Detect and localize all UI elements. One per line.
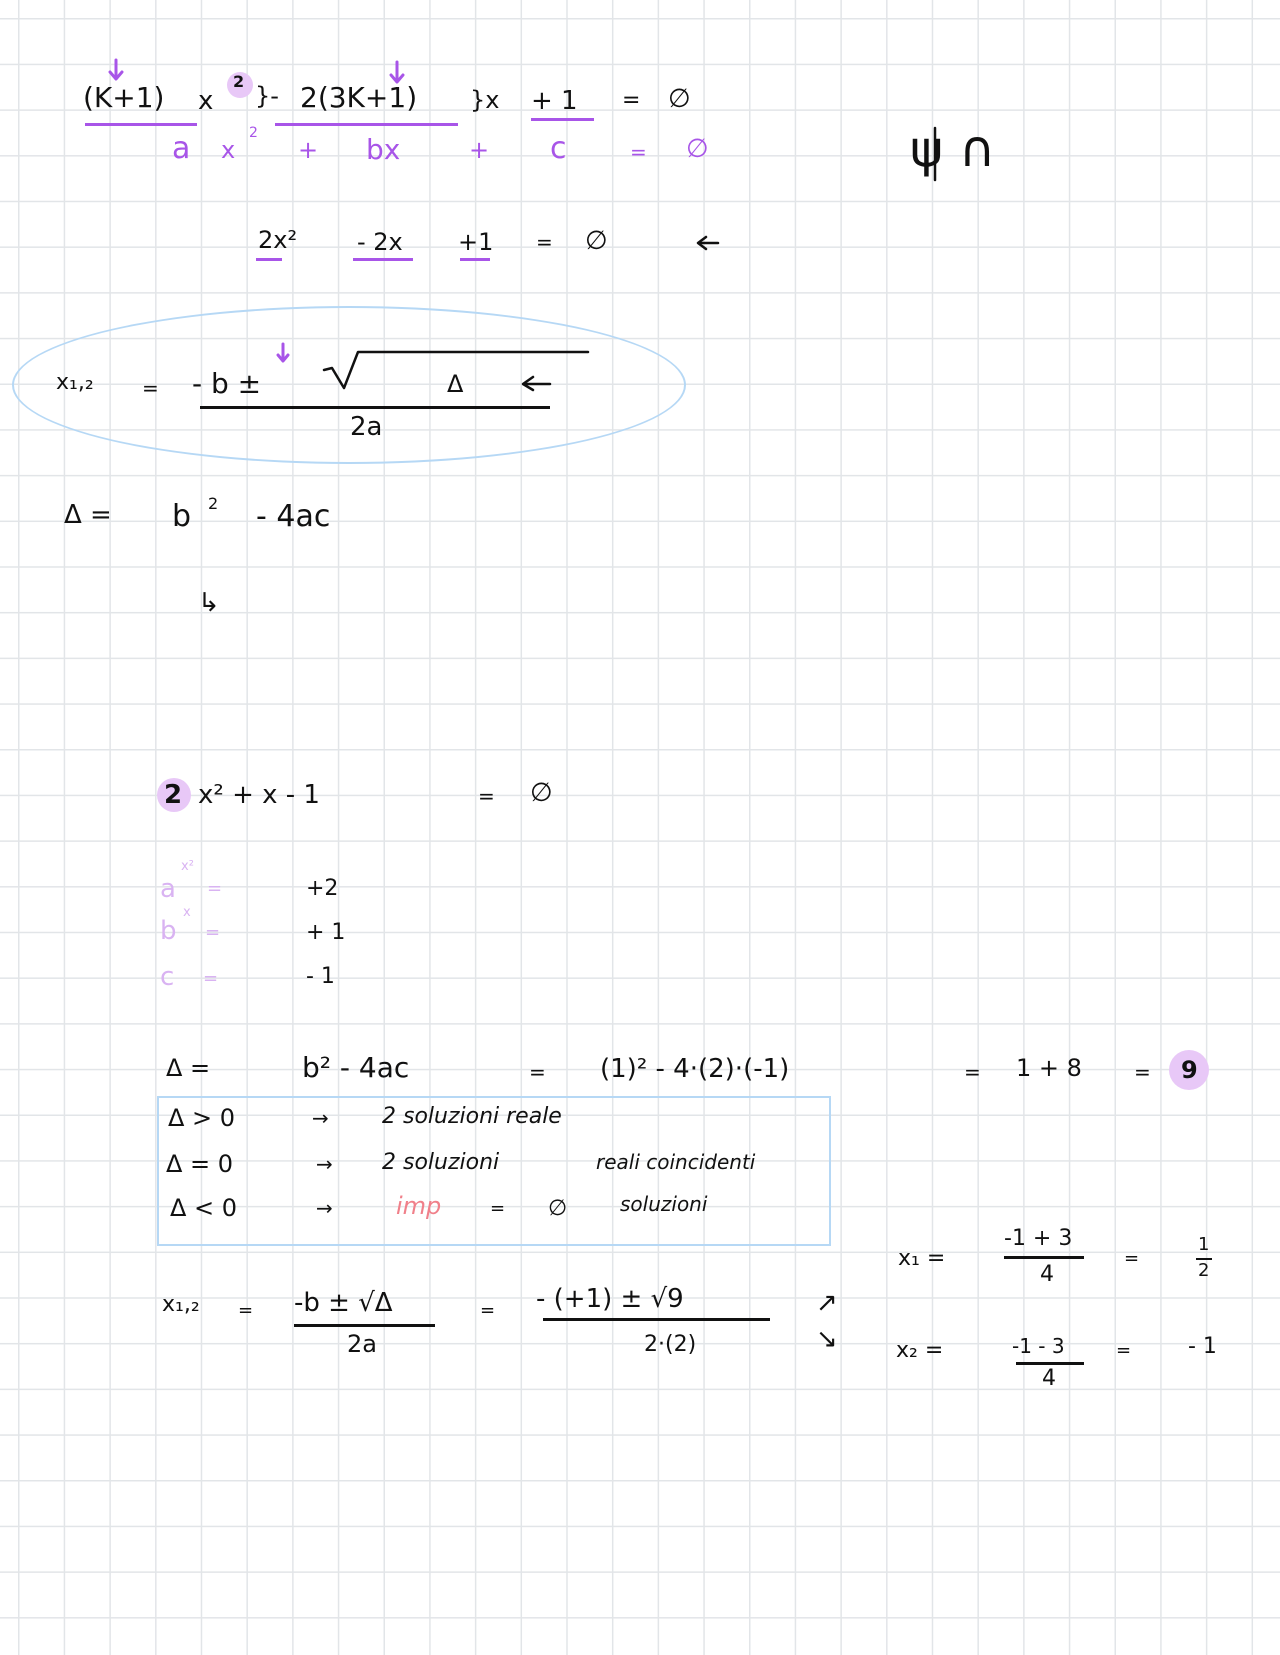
worked-rest: x² + x - 1	[198, 780, 320, 810]
solution-equals-1: =	[238, 1300, 254, 1321]
example-term-2: - 2x	[357, 228, 403, 256]
term-exponent: 2	[233, 72, 245, 91]
arrow-left-formula-icon	[523, 377, 550, 390]
root-1-numerator: -1 + 3	[1004, 1226, 1073, 1251]
empty-set: ∅	[668, 84, 691, 114]
term-a-part: (K+1)	[83, 81, 165, 114]
case-3-empty-set: ∅	[548, 1196, 568, 1221]
case-3-text: imp	[396, 1192, 442, 1220]
solution-numerator-1: -b ± √Δ	[294, 1288, 393, 1318]
general-x: x	[221, 136, 236, 164]
root-2-equals: =	[1116, 1340, 1132, 1361]
coef-b-equals: =	[205, 922, 221, 943]
coef-c-label: c	[160, 962, 175, 992]
root-2-value: - 1	[1188, 1334, 1217, 1359]
branch-arrow-up: ↗	[816, 1288, 838, 1318]
formula-denominator: 2a	[350, 412, 383, 442]
general-plus-2: +	[469, 136, 490, 164]
general-exponent: 2	[249, 125, 258, 141]
root-1-denominator: 4	[1040, 1262, 1054, 1287]
coef-c-equals: =	[203, 968, 219, 989]
radical-sign-icon	[324, 352, 588, 388]
case-2-text: 2 soluzioni	[382, 1150, 500, 1175]
root-2-numerator: -1 - 3	[1012, 1334, 1065, 1358]
branch-arrow-down: ↘	[816, 1324, 838, 1354]
example-term-1: 2x²	[258, 226, 298, 254]
root-2-lhs: x₂ =	[896, 1338, 944, 1363]
worked-equals: =	[478, 784, 495, 808]
delta-rest: - 4ac	[256, 499, 331, 534]
coef-a-equals: =	[207, 878, 223, 899]
calc-sum: 1 + 8	[1016, 1054, 1082, 1082]
case-2-arrow: →	[316, 1152, 333, 1176]
delta-exponent: 2	[208, 494, 219, 513]
calc-formula: b² - 4ac	[302, 1051, 410, 1084]
arrow-down-formula-icon	[278, 344, 288, 361]
root-1-value-denominator: 2	[1198, 1260, 1210, 1281]
term-c-part: + 1	[531, 86, 578, 116]
case-3-extra: soluzioni	[620, 1192, 708, 1216]
coef-b-value: + 1	[306, 920, 346, 945]
general-c: c	[550, 131, 567, 166]
formula-lhs: x₁,₂	[56, 370, 94, 395]
solution-lhs: x₁,₂	[162, 1292, 200, 1317]
case-2-condition: Δ = 0	[166, 1150, 234, 1178]
example-empty-set: ∅	[585, 226, 608, 256]
solution-denominator-2: 2·(2)	[644, 1332, 697, 1357]
arrow-down-a-icon	[110, 60, 122, 79]
calc-equals-2: =	[964, 1060, 981, 1084]
general-empty-set: ∅	[686, 134, 709, 164]
solution-numerator-2: - (+1) ± √9	[536, 1284, 684, 1314]
root-2-denominator: 4	[1042, 1366, 1056, 1391]
example-term-3: +1	[458, 228, 494, 256]
arrow-left-icon	[698, 237, 718, 249]
case-3-condition: Δ < 0	[170, 1194, 238, 1222]
coef-c-value: - 1	[306, 964, 335, 989]
equals-sign: =	[622, 88, 641, 113]
worked-empty-set: ∅	[530, 778, 553, 808]
case-2-extra: reali coincidenti	[596, 1150, 756, 1174]
general-equals: =	[630, 140, 647, 164]
arrow-down-b-icon	[391, 62, 403, 82]
root-1-value-numerator: 1	[1198, 1234, 1210, 1255]
coef-a-value: +2	[306, 876, 339, 901]
brace-x: }x	[470, 86, 500, 114]
coef-b-label: b	[160, 916, 177, 946]
calc-result: 9	[1181, 1056, 1198, 1084]
root-1-lhs: x₁ =	[898, 1246, 946, 1271]
coef-a-sup: x²	[181, 859, 194, 874]
delta-b: b	[172, 499, 192, 534]
formula-radicand: Δ	[447, 370, 464, 398]
calc-substitution: (1)² - 4·(2)·(-1)	[600, 1054, 790, 1084]
calc-equals-3: =	[1134, 1060, 1151, 1084]
calc-lhs: Δ =	[166, 1054, 211, 1082]
solution-denominator-1: 2a	[347, 1330, 377, 1358]
general-plus-1: +	[298, 136, 319, 164]
root-1-equals: =	[1124, 1248, 1140, 1269]
calc-equals-1: =	[529, 1060, 546, 1084]
formula-equals: =	[142, 376, 159, 400]
general-a: a	[172, 131, 191, 166]
case-3-equals: =	[490, 1198, 506, 1219]
term-x: x	[198, 86, 214, 116]
hook-arrow: ↳	[198, 588, 220, 618]
example-equals: =	[536, 230, 553, 254]
brace-minus: }-	[255, 82, 279, 110]
solution-equals-2: =	[480, 1300, 496, 1321]
case-1-condition: Δ > 0	[168, 1104, 236, 1132]
formula-numerator: - b ±	[192, 367, 262, 400]
coef-a-label: a	[160, 874, 176, 904]
term-b-part: 2(3K+1)	[300, 81, 418, 114]
delta-lhs: Δ =	[64, 500, 112, 530]
case-1-text: 2 soluzioni reale	[382, 1104, 562, 1129]
coef-b-sup: x	[183, 905, 191, 920]
general-bx: bx	[366, 133, 401, 166]
side-symbols: ψ ∩	[910, 120, 996, 178]
case-1-arrow: →	[312, 1106, 329, 1130]
case-3-arrow: →	[316, 1196, 333, 1220]
worked-coefficient: 2	[164, 780, 183, 810]
